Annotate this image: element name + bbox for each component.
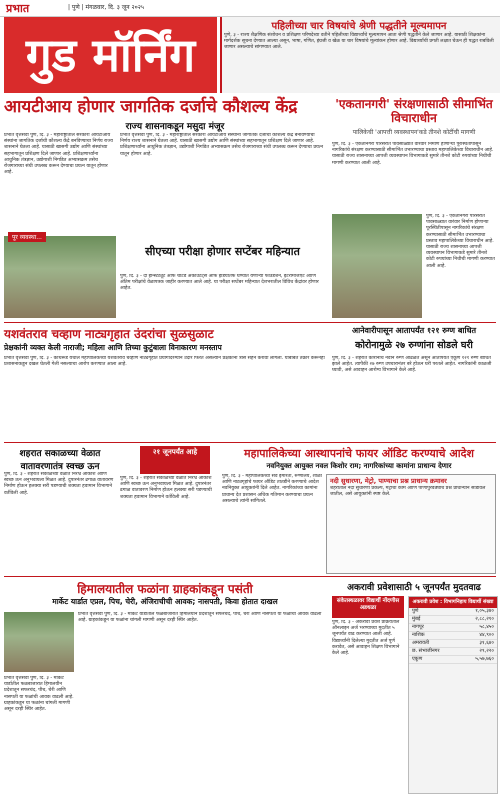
table-cell-region: नागपूर — [412, 624, 424, 630]
table-cell-region: मुंबई — [412, 616, 421, 622]
right-top-caption: पुणे, दि. ३ - एकतानगरी परिसरात पावसाळ्यात वारंवार निर्माण होणाऱ्या पूरस्थितीपासून नागरिकांचे संरक्षण करण्यासाठी सीमाभिंत उभारण्याचा प्रस्ताव महापालिकेच्या विचाराधीन आहे. यासाठी राज्य शासनाच्या आपत्ती व्यवस्थापन विभागाकडे सुमारे तीनशे कोटी रुपयांच्या निधीची मागणी करण्यात आली आहे. — [426, 214, 495, 269]
row2-left-headline: यशवंतराव चव्हाण नाट्यगृहात उंदरांचा सुळसुळाट — [4, 327, 214, 341]
table-cell-region: एकूण — [412, 656, 423, 662]
row3-inset-body: शहरातील नदी सुधारणा प्रकल्प, मेट्रोची कामे आणि पाणीपुरवठ्याचे प्रश्न प्राधान्याने सोडविले जातील, असे आयुक्तांनी स्पष्ट केले. — [330, 486, 486, 498]
table-row — [409, 640, 497, 648]
table-cell-count: २,८८,२१० — [475, 616, 494, 622]
admission-table-body — [409, 608, 497, 664]
right-top-body: पुणे, दि. ३ - एकतानगरी परिसरात पावसाळ्यात वारंवार निर्माण होणाऱ्या पूरस्थितीपासून नागरिकांचे संरक्षण करण्यासाठी सीमाभिंत उभारण्याचा प्रस्ताव महापालिकेच्या विचाराधीन आहे. यासाठी राज्य शासनाच्या आपत्ती व्यवस्थापन विभागाकडे सुमारे तीनशे कोटी रुपयांच्या निधीची मागणी करण्यात आली आहे. — [332, 142, 494, 166]
row4-left-subhead: मार्केट यार्डात एप्रल, पिच, चेरी, अंजिराचीची आवक; नासपती, किवा होतात दाखल — [52, 597, 278, 606]
lead-headline: आयटीआय होणार जागतिक दर्जाचे कौशल्य केंद्र — [4, 97, 298, 117]
row3-left-body: पुणे, दि. ३ - शहरात सकाळच्या वेळात निरभ्र आकाश आणि स्वच्छ ऊन अनुभवायला मिळत आहे. दुपारनंतर ढगाळ वातावरण निर्माण होऊन हलक्या सरी पडण्याची शक्यता हवामान विभागाने वर्तविली आहे. — [4, 472, 114, 496]
row4-red-inset: संकेतस्थळावर विद्यार्थी नोंदणीस अडथळा — [332, 596, 404, 618]
table-cell-region: अमरावती — [412, 640, 430, 646]
lead-photo — [4, 236, 116, 318]
row4-left-body: प्रभात वृत्तसेवा पुणे, दि. ३ - मार्केट यार्डातील फळबाजारात हिमालयीन प्रदेशातून सफरचंद, पीच, चेरी आणि नासपती या फळांची आवक वाढली आहे. ग्राहकांकडून या फळांना चांगली मागणी असून दरही स्थिर आहेत. — [78, 612, 322, 624]
table-cell-count: ३१,६४० — [479, 640, 494, 646]
row2-left-subhead: प्रेक्षकांनी व्यक्त केली नाराजी; महिला आणि तिच्या कुटुंबाला विनाकारण मनस्ताप — [4, 343, 222, 352]
right-top-headline: 'एकतानगरी' संरक्षणासाठी सीमाभिंत विचाराधीन — [335, 97, 493, 125]
table-row — [409, 608, 497, 616]
right-top-subhead: पालिकेची 'आपत्ती व्यवस्थापन'कडे तीनशे कोटींची मागणी — [352, 129, 476, 136]
table-cell-count: ५८,४५० — [479, 624, 494, 630]
divider — [4, 322, 496, 323]
admission-table — [408, 596, 498, 794]
row3-inset-title: नदी सुधारणा, मेट्रो, पाण्याचा प्रश्न प्राधान्य क्रमावर — [330, 477, 447, 485]
admission-table-title: अकरावी प्रवेश : विभागनिहाय विद्यार्थी संख्या — [409, 597, 497, 608]
row3-mid-body: पुणे, दि. ३ - शहरात सकाळच्या वेळात निरभ्र आकाश आणि स्वच्छ ऊन अनुभवायला मिळत आहे. दुपारनंतर ढगाळ वातावरण निर्माण होऊन हलक्या सरी पडण्याची शक्यता हवामान विभागाने वर्तविली आहे. — [120, 476, 212, 500]
lead-photo-label: पूर व्यवस्था... — [8, 232, 46, 242]
mid-headline: सीएच्या परीक्षा होणार सप्टेंबर महिन्यात — [145, 245, 300, 258]
row2-right-headline: आनेवारीपासून आतापर्यंत १२१ रुग्ण बाधित — [351, 326, 477, 335]
table-cell-region: छ. संभाजीनगर — [412, 648, 440, 654]
row2-right-body: पुणे, दि. ३ - शहरात कोरोनाचे नवीन रुग्ण आढळत असून आतापर्यंत एकूण १२१ रुग्ण बाधित झाले आहेत. त्यापैकी २७ रुग्ण उपचारानंतर बरे होऊन घरी परतले आहेत. नागरिकांनी काळजी घ्यावी, असे आवाहन आरोग्य विभागाने केले आहे. — [332, 356, 492, 374]
mid-body: पुणे, दि. ३ - दी इन्स्टिट्यूट ऑफ चार्टर्ड अकाउंटंट्स ऑफ इंडियातर्फे घेण्यात येणाऱ्या फाउंडेशन, इंटरमिजिएट आणि अंतिम परीक्षांचे वेळापत्रक जाहीर करण्यात आले आहे. या परीक्षा सप्टेंबर महिन्यात देशभरातील विविध केंद्रांवर होणार आहेत. — [120, 274, 319, 292]
row2-left-body: प्रभात वृत्तसेवा पुणे, दि. ३ - कोथरूड येथील महापालिकेच्या यशवंतराव चव्हाण नाट्यगृहात प्रयोगादरम्यान उंदीर फिरत असल्याने प्रेक्षकांना त्रास सहन करावा लागला. याबाबत तक्रार करूनही प्रशासनाकडून दखल घेतली गेली नसल्याचा आरोप करण्यात आला आहे. — [4, 356, 325, 368]
row4-left-headline: हिमालयातील फळांना ग्राहकांकडून पसंती — [77, 582, 253, 596]
table-cell-region: पुणे — [412, 608, 419, 614]
table-row — [409, 656, 497, 664]
table-row — [409, 624, 497, 632]
table-cell-count: १,०५,३४० — [475, 608, 494, 614]
brand-logo: प्रभात — [6, 2, 30, 15]
lead-body: प्रभात वृत्तसेवा पुणे, दि. ३ - महाराष्ट्रातील सरकारी आयटीआय संस्थांना जागतिक दर्जाची कौशल्य केंद्रे बनविण्याचा निर्णय राज्य शासनाने घेतला आहे. यासाठी खासगी उद्योग आणि संस्थांच्या सहभागातून प्रशिक्षण दिले जाणार आहे. प्रशिक्षणार्थ्यांना आधुनिक तंत्रज्ञान, उद्योगाशी निगडित अभ्यासक्रम तसेच रोजगाराच्या संधी उपलब्ध करून देण्याचा प्रयत्न यातून होणार आहे. — [4, 133, 113, 176]
row4-right-headline: अकरावी प्रवेशासाठी ५ जूनपर्यंत मुदतवाढ — [347, 583, 481, 593]
table-row — [409, 648, 497, 656]
row3-center-body: पुणे, दि. ३ - महापालिकेच्या सर्व इमारती, रुग्णालये, शाळा आणि नाट्यगृहांचे फायर ऑडिट तातडीने करण्याचे आदेश नवनियुक्त आयुक्तांनी दिले आहेत. नागरिकांच्या कामांना प्राधान्य देत प्रशासन अधिक गतिमान करण्याचा प्रयत्न असल्याचे त्यांनी सांगितले. — [222, 474, 322, 504]
table-cell-region: नाशिक — [412, 632, 425, 638]
ear-title: पहिलीच्या चार विषयांचे श्रेणी पद्धतीने मूल्यमापन — [271, 21, 447, 32]
table-row — [409, 616, 497, 624]
row3-badge: २१ जूनपर्यंत आहे — [140, 446, 210, 474]
row2-right-subhead: कोरोनामुळे २७ रुग्णांना सोडले घरी — [355, 340, 473, 351]
right-top-photo — [332, 214, 422, 318]
lead-subhead: राज्य शासनाकडून मसुदा मंजूर — [125, 122, 225, 132]
lead-body-continued: प्रभात वृत्तसेवा पुणे, दि. ३ - महाराष्ट्रातील सरकारी आयटीआय संस्थांना जागतिक दर्जाची कौशल्य केंद्रे बनविण्याचा निर्णय राज्य शासनाने घेतला आहे. यासाठी खासगी उद्योग आणि संस्थांच्या सहभागातून प्रशिक्षण दिले जाणार आहे. प्रशिक्षणार्थ्यांना आधुनिक तंत्रज्ञान, उद्योगाशी निगडित अभ्यासक्रम तसेच रोजगाराच्या संधी उपलब्ध करून देण्याचा प्रयत्न यातून होणार आहे. — [120, 133, 323, 157]
ear-text: पुणे, ३ - राज्य शैक्षणिक संशोधन व प्रशिक्षण परिषदेच्या वतीने पहिलीच्या विद्यार्थ्यांचे मूल्यमापन आता श्रेणी पद्धतीने केले जाणार आहे. यासाठी शिक्षकांना मार्गदर्शक सूचना देण्यात आल्या असून, भाषा, गणित, इंग्रजी व खेळ या चार विषयांचे मूल्यांकन होणार आहे. विद्यार्थ्यांची प्रगती लक्षात घेऊन ही पद्धत राबविली जाणार असल्याचे सांगण्यात आले. — [224, 33, 494, 51]
masthead: गुड मॉर्निंग — [4, 17, 217, 93]
table-cell-count: ४४,९०० — [479, 632, 494, 638]
divider — [4, 576, 496, 577]
row4-photo — [4, 612, 74, 672]
row3-left-headline: शहरात सकाळच्या वेळात वातावरणातंत्र स्वच्छ ऊन — [19, 449, 101, 472]
date-line: | पुणे | मंगळवार, दि. ३ जून २०२५ — [68, 4, 144, 11]
table-cell-count: ५,५७,७६० — [475, 656, 494, 662]
table-cell-count: २९,२२० — [479, 648, 494, 654]
row3-center-subhead: नवनियुक्त आयुक्त नवल किशोर राम; नागरिकांच्या कामांना प्राधान्य देणार — [266, 462, 452, 470]
row3-center-headline: महापालिकेच्या आस्थापनांचे फायर ऑडिट करण्याचे आदेश — [244, 447, 474, 460]
table-row — [409, 632, 497, 640]
row4-left-body-extra: प्रभात वृत्तसेवा पुणे, दि. ३ - मार्केट यार्डातील फळबाजारात हिमालयीन प्रदेशातून सफरचंद, पीच, चेरी आणि नासपती या फळांची आवक वाढली आहे. ग्राहकांकडून या फळांना चांगली मागणी असून दरही स्थिर आहेत. — [4, 676, 74, 713]
divider — [4, 442, 496, 443]
row4-right-body: पुणे, दि. ३ - अकरावी प्रवेश प्रक्रियेतील ऑनलाइन अर्ज भरण्याच्या मुदतीत ५ जूनपर्यंत वाढ करण्यात आली आहे. विद्यार्थ्यांनी दिलेल्या मुदतीत अर्ज पूर्ण करावेत, असे आवाहन शिक्षण विभागाने केले आहे. — [332, 620, 400, 657]
